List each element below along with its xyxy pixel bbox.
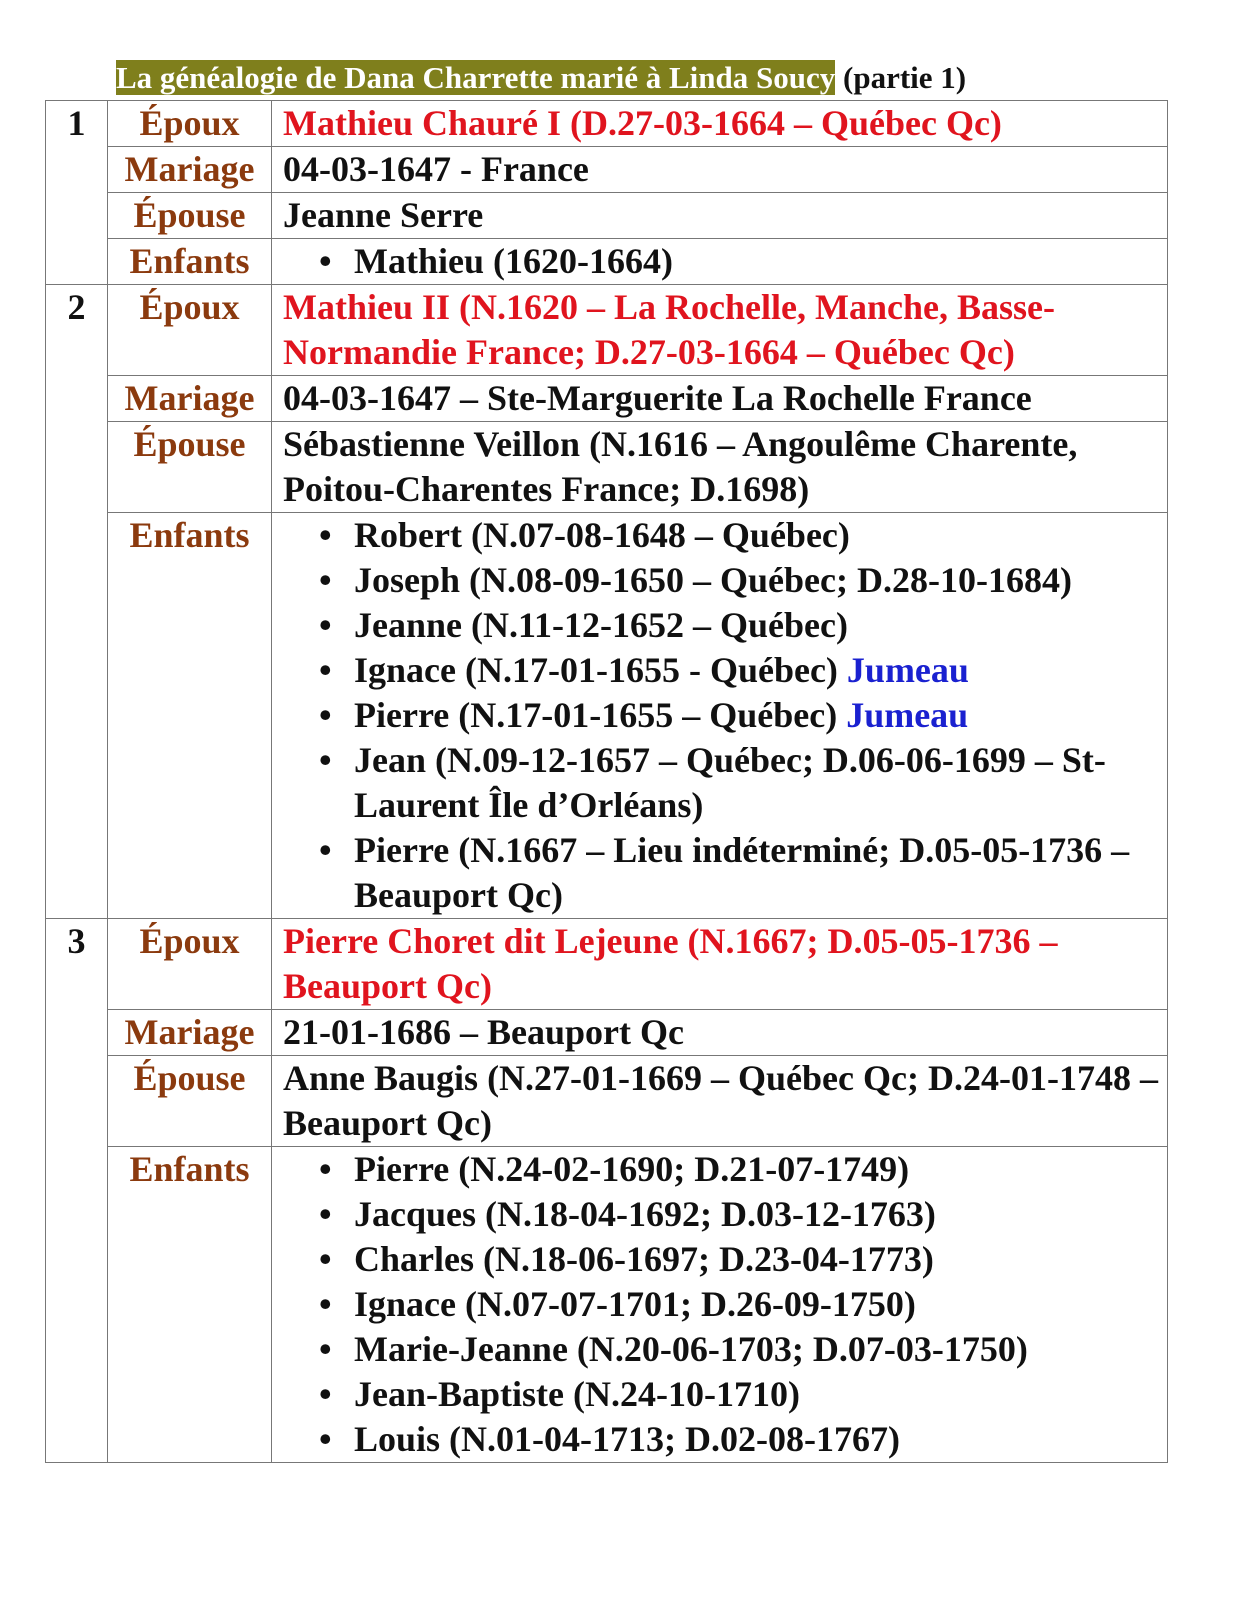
children-cell [272, 1147, 1168, 1463]
child-text: Pierre (N.1667 – Lieu indéterminé; D.05-05-1736 – Beauport Qc) [354, 830, 1130, 915]
child-text: Jean (N.09-12-1657 – Québec; D.06-06-1699 – St-Laurent Île d’Orléans) [354, 740, 1106, 825]
child-item [354, 1327, 1161, 1372]
generation-3-children-row [46, 1147, 1168, 1463]
marriage-value: 04-03-1647 – Ste-Marguerite La Rochelle France [272, 376, 1168, 422]
child-text: Charles (N.18-06-1697; D.23-04-1773) [354, 1239, 934, 1279]
child-item [354, 1192, 1161, 1237]
children-label: Enfants [108, 239, 272, 285]
husband-name: Mathieu Chauré I (D.27-03-1664 – Québec Qc) [272, 101, 1168, 147]
wife-name: Sébastienne Veillon (N.1616 – Angoulême Charente, Poitou-Charentes France; D.1698) [272, 422, 1168, 513]
twin-note: Jumeau [846, 650, 969, 690]
child-text: Pierre (N.24-02-1690; D.21-07-1749) [354, 1149, 910, 1189]
generation-3-marriage-row [46, 1010, 1168, 1056]
husband-name: Pierre Choret dit Lejeune (N.1667; D.05-05-1736 – Beauport Qc) [272, 919, 1168, 1010]
children-cell [272, 239, 1168, 285]
child-text: Pierre (N.17-01-1655 – Québec) [354, 695, 838, 735]
child-text: Marie-Jeanne (N.20-06-1703; D.07-03-1750) [354, 1329, 1028, 1369]
title-highlighted: La généalogie de Dana Charrette marié à Linda Soucy [116, 60, 836, 95]
child-text: Ignace (N.17-01-1655 - Québec) [354, 650, 838, 690]
child-text: Joseph (N.08-09-1650 – Québec; D.28-10-1684) [354, 560, 1072, 600]
marriage-label: Mariage [108, 1010, 272, 1056]
child-text: Jeanne (N.11-12-1652 – Québec) [354, 605, 848, 645]
generation-2-marriage-row [46, 376, 1168, 422]
generation-2-children-row [46, 513, 1168, 919]
husband-name: Mathieu II (N.1620 – La Rochelle, Manche, Basse-Normandie France; D.27-03-1664 – Québec Qc) [272, 285, 1168, 376]
generation-2-husband-row [46, 285, 1168, 376]
generation-2-wife-row [46, 422, 1168, 513]
children-label: Enfants [108, 1147, 272, 1463]
child-text: Mathieu (1620-1664) [354, 241, 673, 281]
child-item [354, 513, 1161, 558]
child-item [354, 1372, 1161, 1417]
child-item [354, 1147, 1161, 1192]
twin-note: Jumeau [846, 695, 969, 735]
marriage-label: Mariage [108, 376, 272, 422]
child-item [354, 1417, 1161, 1462]
marriage-value: 21-01-1686 – Beauport Qc [272, 1010, 1168, 1056]
husband-label: Époux [108, 285, 272, 376]
generation-3-husband-row [46, 919, 1168, 1010]
children-label: Enfants [108, 513, 272, 919]
child-item [354, 1282, 1161, 1327]
genealogy-table [45, 100, 1168, 1463]
child-item [354, 603, 1161, 648]
generation-1-marriage-row [46, 147, 1168, 193]
document-title [116, 58, 966, 98]
child-text: Jean-Baptiste (N.24-10-1710) [354, 1374, 800, 1414]
marriage-value: 04-03-1647 - France [272, 147, 1168, 193]
child-text: Robert (N.07-08-1648 – Québec) [354, 515, 850, 555]
generation-number: 3 [46, 919, 108, 1463]
generation-1-husband-row [46, 101, 1168, 147]
child-text: Jacques (N.18-04-1692; D.03-12-1763) [354, 1194, 936, 1234]
child-item [354, 558, 1161, 603]
child-item [354, 828, 1161, 918]
child-item [354, 239, 1161, 284]
children-cell [272, 513, 1168, 919]
generation-number: 2 [46, 285, 108, 919]
children-list [283, 513, 1161, 918]
children-list [283, 1147, 1161, 1462]
wife-name: Jeanne Serre [272, 193, 1168, 239]
generation-1-children-row [46, 239, 1168, 285]
child-item [354, 693, 1161, 738]
title-suffix: (partie 1) [835, 60, 967, 95]
marriage-label: Mariage [108, 147, 272, 193]
wife-label: Épouse [108, 422, 272, 513]
wife-name: Anne Baugis (N.27-01-1669 – Québec Qc; D.24-01-1748 – Beauport Qc) [272, 1056, 1168, 1147]
child-item [354, 738, 1161, 828]
children-list [283, 239, 1161, 284]
husband-label: Époux [108, 919, 272, 1010]
generation-1-wife-row [46, 193, 1168, 239]
child-item [354, 1237, 1161, 1282]
generation-number: 1 [46, 101, 108, 285]
husband-label: Époux [108, 101, 272, 147]
wife-label: Épouse [108, 1056, 272, 1147]
child-item [354, 648, 1161, 693]
child-text: Ignace (N.07-07-1701; D.26-09-1750) [354, 1284, 916, 1324]
child-text: Louis (N.01-04-1713; D.02-08-1767) [354, 1419, 900, 1459]
generation-3-wife-row [46, 1056, 1168, 1147]
wife-label: Épouse [108, 193, 272, 239]
